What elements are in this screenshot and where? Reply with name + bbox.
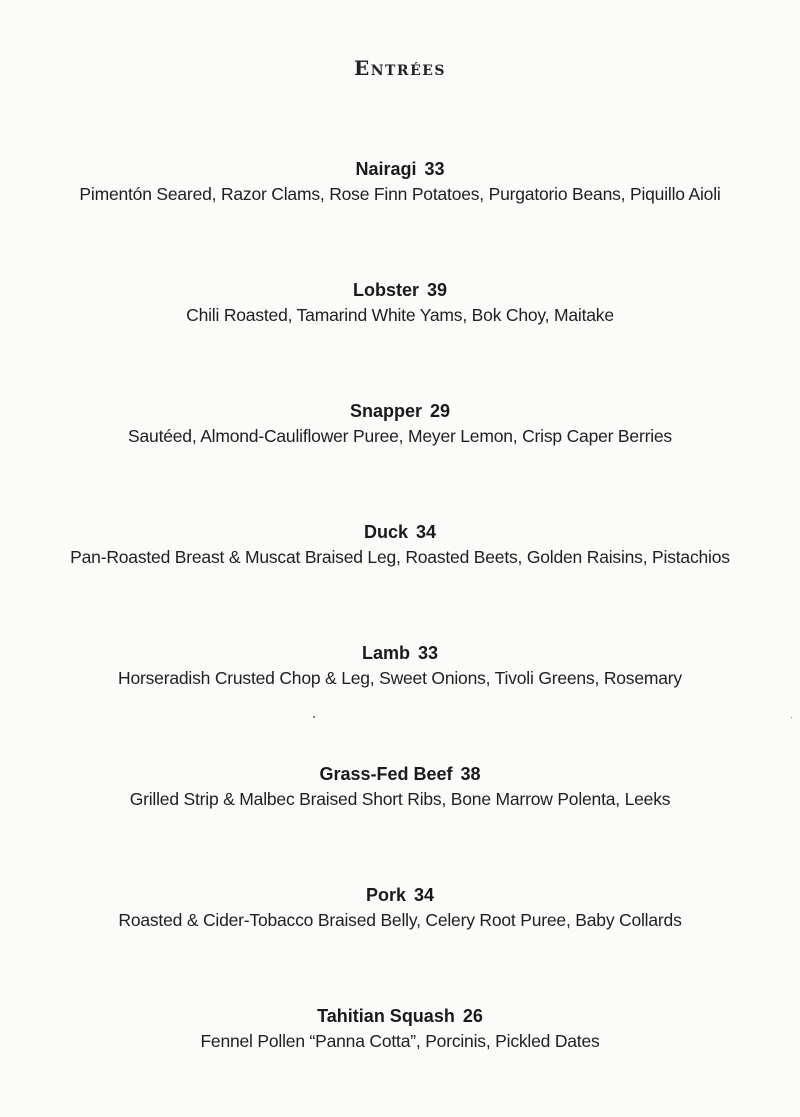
menu-item-description: Roasted & Cider-Tobacco Braised Belly, Celery Root Puree, Baby Collards <box>118 910 682 930</box>
menu-item-price: 39 <box>426 280 448 300</box>
menu-item-description: Pan-Roasted Breast & Muscat Braised Leg, Roasted Beets, Golden Raisins, Pistachios <box>70 547 730 567</box>
menu-item-price: 29 <box>430 401 451 421</box>
menu-item-name: Lobster <box>352 280 419 300</box>
menu-item-price: 38 <box>460 764 481 784</box>
menu-item-snapper <box>0 400 800 447</box>
menu-item-description: Chili Roasted, Tamarind White Yams, Bok Choy, Maitake <box>186 305 614 325</box>
menu-item-name: Lamb <box>361 643 410 663</box>
menu-item-title <box>0 279 800 301</box>
menu-item-title <box>0 1005 800 1027</box>
menu-item-name: Pork <box>365 885 406 905</box>
menu-item-name: Grass-Fed Beef <box>319 764 453 784</box>
menu-item-title <box>0 763 800 785</box>
menu-item-pork <box>0 884 800 931</box>
menu-item-description: Pimentón Seared, Razor Clams, Rose Finn Potatoes, Purgatorio Beans, Piquillo Aioli <box>79 184 721 204</box>
menu-heading: Entrées <box>353 56 447 80</box>
menu-item-title <box>0 400 800 422</box>
menu-item-tahitian-squash <box>0 1005 800 1052</box>
menu-item-lamb <box>0 642 800 689</box>
menu-item-name: Tahitian Squash <box>317 1006 455 1026</box>
menu-item-price: 34 <box>415 522 437 542</box>
menu-item-description: Fennel Pollen “Panna Cotta”, Porcinis, Pickled Dates <box>200 1031 600 1051</box>
menu-item-duck <box>0 521 800 568</box>
paper-speck <box>313 716 315 718</box>
menu-item-price: 33 <box>424 159 445 179</box>
menu-item-description: Horseradish Crusted Chop & Leg, Sweet Onions, Tivoli Greens, Rosemary <box>118 668 682 688</box>
menu-item-title <box>0 158 800 180</box>
menu-item-name: Snapper <box>349 401 422 421</box>
menu-item-description: Grilled Strip & Malbec Braised Short Ribs, Bone Marrow Polenta, Leeks <box>129 789 671 809</box>
menu-item-name: Duck <box>363 522 408 542</box>
menu-item-title <box>0 521 800 543</box>
menu-item-nairagi <box>0 158 800 205</box>
paper-speck <box>791 717 792 718</box>
menu-item-description: Sautéed, Almond-Cauliflower Puree, Meyer Lemon, Crisp Caper Berries <box>128 426 672 446</box>
menu-item-grass-fed-beef <box>0 763 800 810</box>
menu-item-title <box>0 642 800 664</box>
menu-item-price: 33 <box>417 643 439 663</box>
menu-item-price: 34 <box>414 885 435 905</box>
menu-item-title <box>0 884 800 906</box>
menu-item-price: 26 <box>462 1006 483 1026</box>
menu-item-lobster <box>0 279 800 326</box>
menu-item-name: Nairagi <box>355 159 417 179</box>
